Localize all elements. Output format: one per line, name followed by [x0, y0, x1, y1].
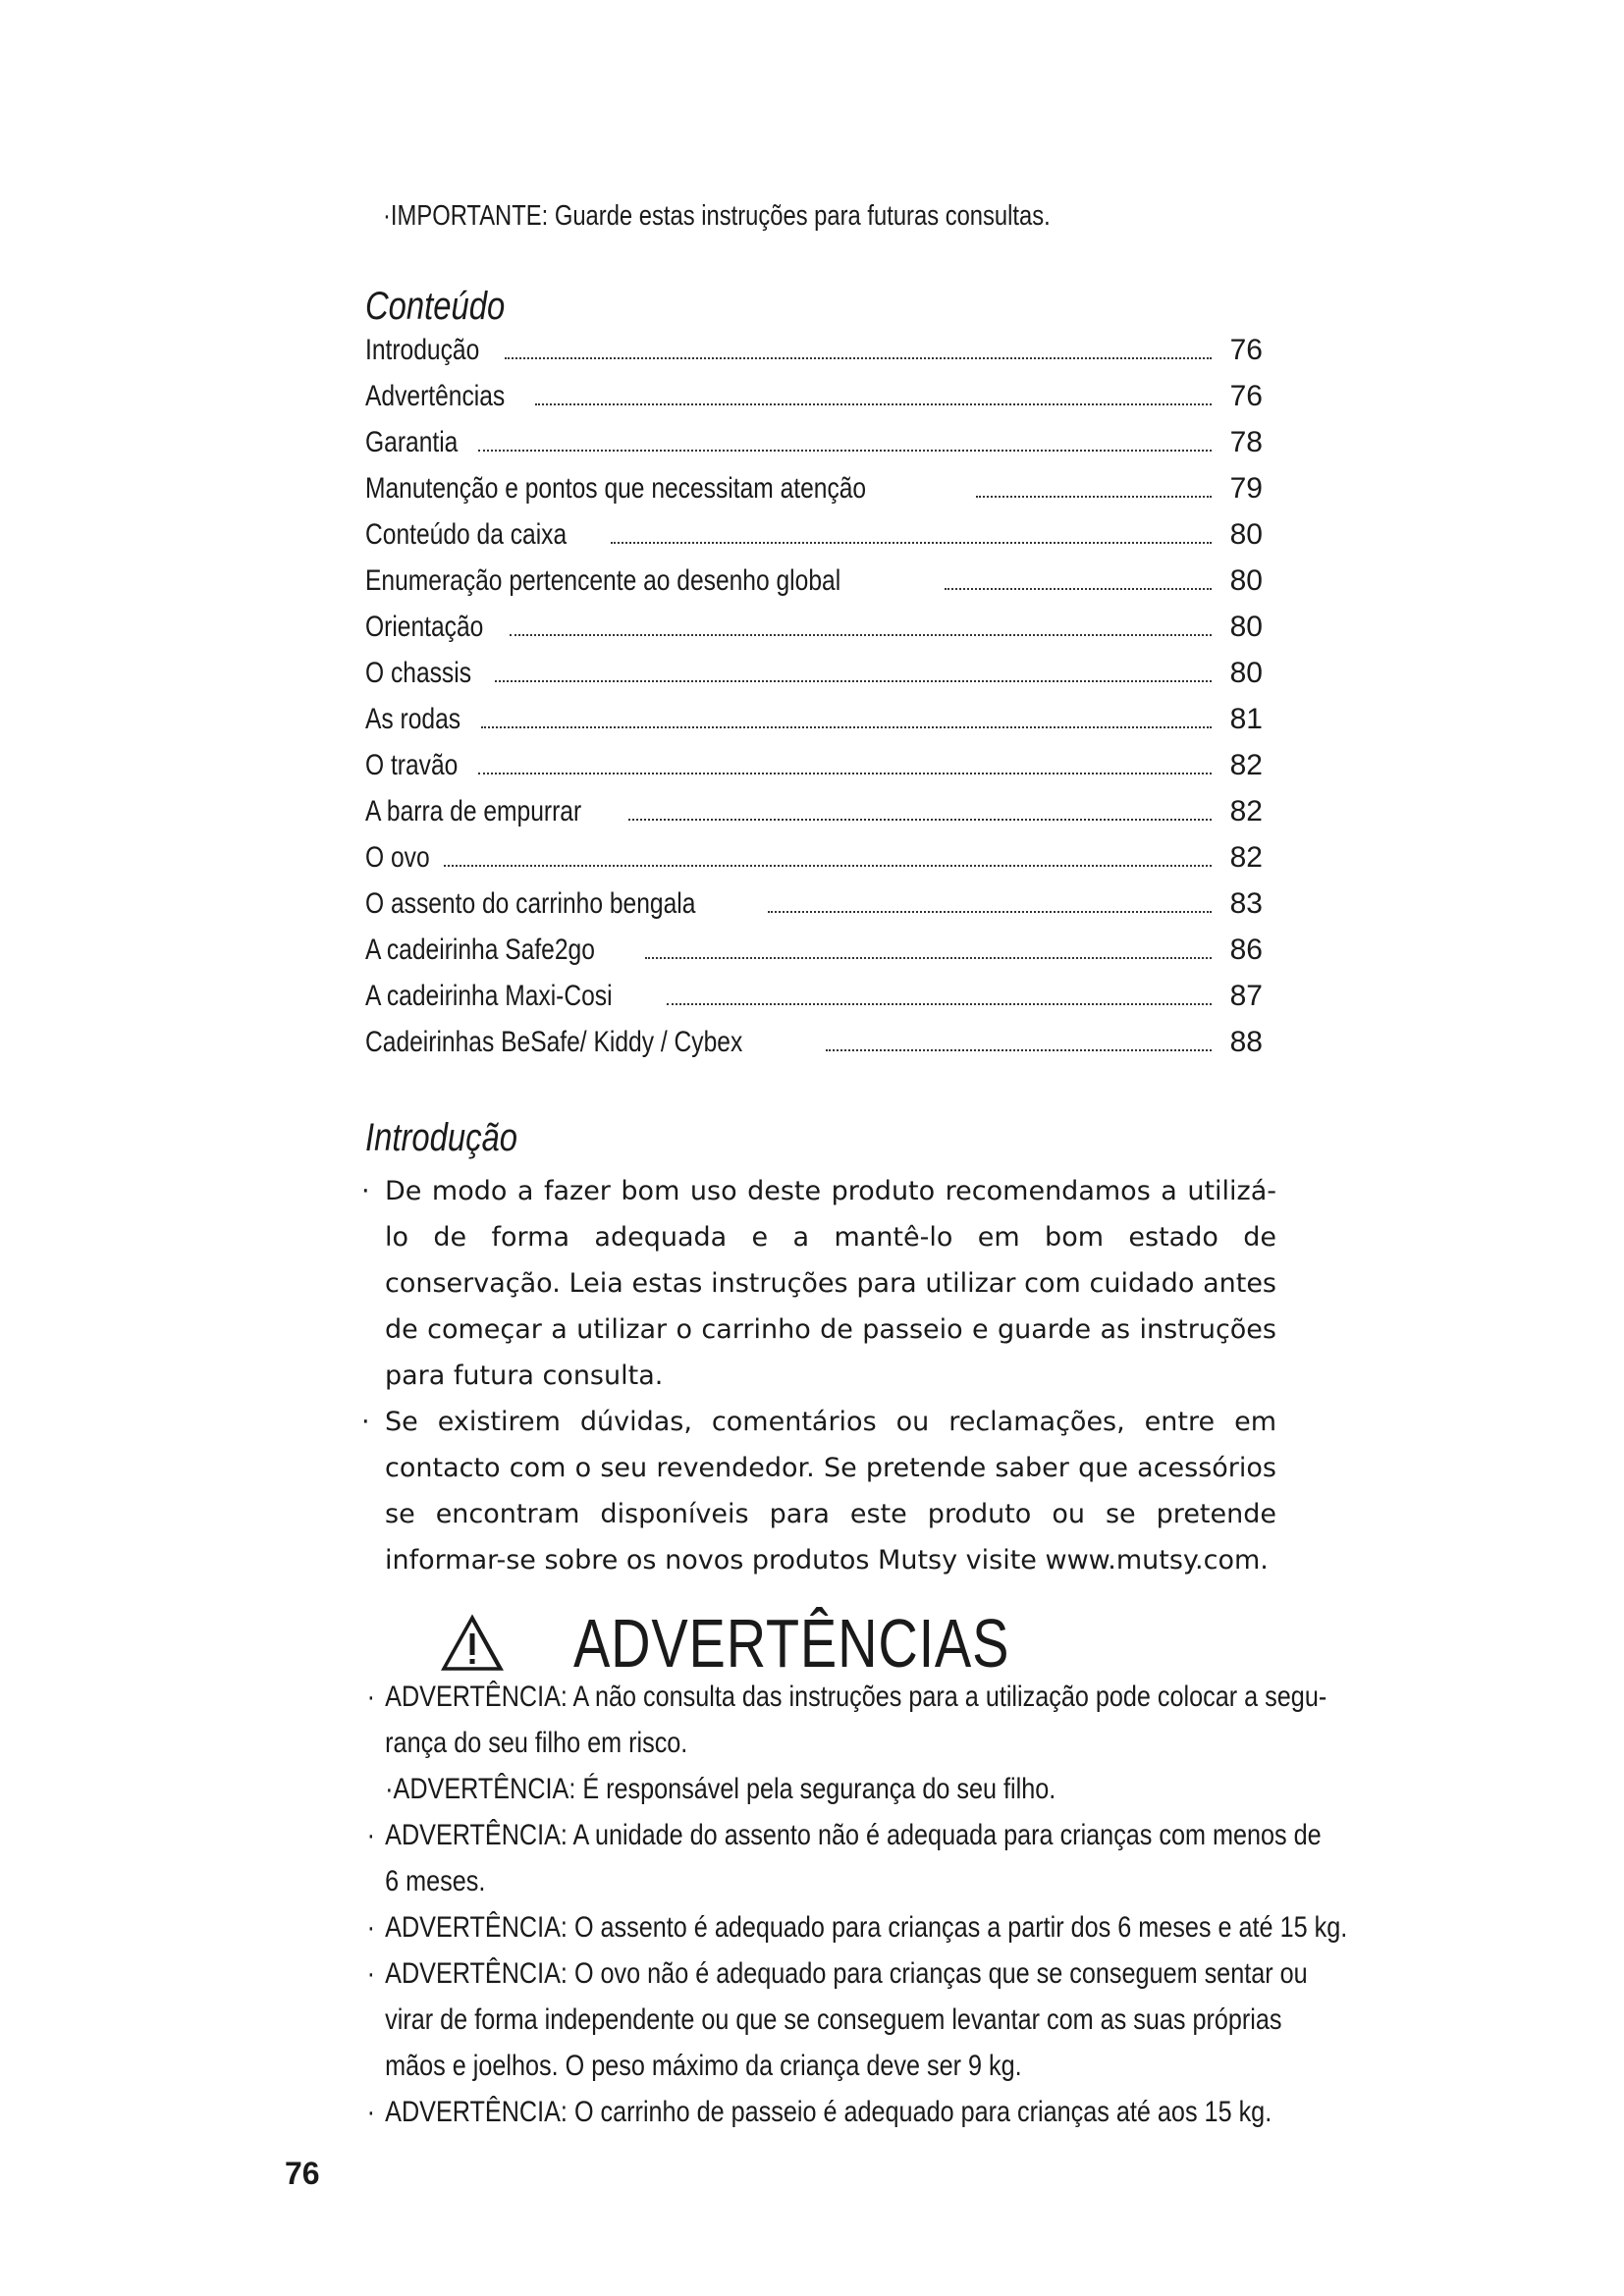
toc-entry: [365, 518, 1263, 564]
warning-text: ADVERTÊNCIA: A unidade do assento não é adequada para crianças com menos de: [385, 1819, 1322, 1851]
toc-entry-label: As rodas: [365, 703, 461, 735]
warning-continuation: 6 meses.: [385, 1865, 486, 1897]
toc-entry-page: 78: [1229, 426, 1263, 458]
toc-entry: [365, 703, 1263, 749]
toc-entry-page: 88: [1229, 1026, 1263, 1058]
warnings-title: [440, 1604, 1118, 1682]
toc-dot-leader: [628, 819, 1212, 821]
toc-entry: [365, 426, 1263, 472]
warning-continuation: mãos e joelhos. O peso máximo da criança deve ser 9 kg.: [385, 2050, 1022, 2082]
warning-item: [365, 1950, 1308, 1997]
toc-dot-leader: [945, 588, 1212, 590]
toc-entry-page: 80: [1229, 611, 1263, 643]
warning-item: [365, 1904, 1348, 1950]
warning-triangle-icon: [440, 1614, 505, 1673]
toc-entry-page: 82: [1229, 795, 1263, 828]
toc-dot-leader: [826, 1049, 1212, 1051]
toc-dot-leader: [481, 726, 1212, 728]
toc-dot-leader: [505, 357, 1212, 359]
warning-item: [365, 1674, 1327, 1720]
important-note: ·IMPORTANTE: Guarde estas instruções para futuras consultas.: [383, 200, 1051, 232]
toc-dot-leader: [478, 450, 1212, 452]
warning-continuation: virar de forma independente ou que se conseguem levantar com as suas próprias: [385, 2003, 1282, 2036]
page-number: 76: [285, 2156, 320, 2191]
warning-text: ADVERTÊNCIA: O assento é adequado para crianças a partir dos 6 meses e até 15 kg.: [385, 1911, 1348, 1944]
toc-entry: [365, 611, 1263, 657]
toc-entry-label: Manutenção e pontos que necessitam atenção: [365, 472, 867, 505]
bullet: ·: [366, 1957, 376, 1990]
warning-item: [365, 1812, 1322, 1858]
warning-item: ·ADVERTÊNCIA: É responsável pela segurança do seu filho.: [385, 1773, 1056, 1805]
toc-entry-label: A cadeirinha Safe2go: [365, 934, 595, 966]
toc-entry: [365, 1026, 1263, 1072]
toc-entry-page: 86: [1229, 934, 1263, 966]
toc-entry-page: 82: [1229, 749, 1263, 781]
toc-entry-page: 76: [1229, 380, 1263, 412]
warning-item: [365, 2089, 1272, 2135]
toc-dot-leader: [510, 634, 1212, 636]
warnings-title-text: ADVERTÊNCIAS: [573, 1605, 1010, 1682]
toc-entry-label: A barra de empurrar: [365, 795, 582, 828]
warning-continuation: rança do seu filho em risco.: [385, 1727, 688, 1759]
intro-section: [361, 1168, 1276, 1583]
toc-dot-leader: [645, 957, 1212, 959]
toc-entry-page: 80: [1229, 518, 1263, 551]
intro-paragraph: [361, 1168, 1276, 1399]
bullet: ·: [366, 1911, 376, 1944]
toc-entry-page: 76: [1229, 334, 1263, 366]
toc-entry-label: O chassis: [365, 657, 472, 689]
toc-entry-page: 83: [1229, 887, 1263, 920]
toc-entry-page: 80: [1229, 657, 1263, 689]
intro-paragraph-text: Se existirem dúvidas, comentários ou reclamações, entre em contacto com o seu revendedor. Se pretende saber que acessórios se encontram disponíveis para este produto ou se pretende informar-se sobre os novos produtos Mutsy visite www.mutsy.com.: [385, 1407, 1276, 1575]
toc-dot-leader: [478, 773, 1212, 774]
toc-entry-label: O assento do carrinho bengala: [365, 887, 696, 920]
toc-entry: [365, 795, 1263, 841]
toc-entry: [365, 564, 1263, 611]
toc-entry: [365, 334, 1263, 380]
toc-entry-label: A cadeirinha Maxi-Cosi: [365, 980, 613, 1012]
warning-text: ADVERTÊNCIA: O carrinho de passeio é adequado para crianças até aos 15 kg.: [385, 2096, 1272, 2128]
toc-entry-label: Cadeirinhas BeSafe/ Kiddy / Cybex: [365, 1026, 743, 1058]
toc-entry-page: 81: [1229, 703, 1263, 735]
toc-entry: [365, 841, 1263, 887]
warning-text: ADVERTÊNCIA: A não consulta das instruções para a utilização pode colocar a segu-: [385, 1681, 1327, 1713]
toc-entry-label: O travão: [365, 749, 459, 781]
toc-entry: [365, 887, 1263, 934]
toc-entry-label: Orientação: [365, 611, 484, 643]
toc-entry: [365, 934, 1263, 980]
toc-entry-label: O ovo: [365, 841, 430, 874]
toc-entry: [365, 749, 1263, 795]
toc-dot-leader: [444, 865, 1212, 867]
bullet: ·: [361, 1176, 370, 1206]
intro-heading: Introdução: [365, 1116, 518, 1159]
toc-dot-leader: [976, 496, 1212, 498]
toc-entry-label: Advertências: [365, 380, 506, 412]
toc-entry-label: Introdução: [365, 334, 480, 366]
toc-entry-page: 80: [1229, 564, 1263, 597]
toc-entry: [365, 380, 1263, 426]
toc-entry-label: Garantia: [365, 426, 459, 458]
toc-dot-leader: [768, 911, 1212, 913]
bullet: ·: [366, 2096, 376, 2128]
toc-entry-label: Enumeração pertencente ao desenho global: [365, 564, 841, 597]
toc-dot-leader: [535, 403, 1212, 405]
toc-dot-leader: [611, 542, 1212, 544]
toc-entry: [365, 980, 1263, 1026]
toc-entry-page: 87: [1229, 980, 1263, 1012]
intro-paragraph-text: De modo a fazer bom uso deste produto recomendamos a utilizá-lo de forma adequada e a mantê-lo em bom estado de conservação. Leia estas instruções para utilizar com cuidado antes de começar a utilizar o carrinho de passeio e guarde as instruções para futura consulta.: [385, 1176, 1276, 1391]
toc-dot-leader: [495, 680, 1212, 682]
intro-paragraph: [361, 1399, 1276, 1583]
warning-text: ADVERTÊNCIA: O ovo não é adequado para crianças que se conseguem sentar ou: [385, 1957, 1308, 1990]
toc-heading: Conteúdo: [365, 285, 506, 328]
toc-entry: [365, 472, 1263, 518]
toc-entry-label: Conteúdo da caixa: [365, 518, 568, 551]
warnings-list: [365, 1674, 1348, 2135]
toc-dot-leader: [667, 1003, 1212, 1005]
bullet: ·: [366, 1681, 376, 1713]
toc-entry: [365, 657, 1263, 703]
toc-entry-page: 82: [1229, 841, 1263, 874]
table-of-contents: [365, 334, 1263, 1072]
toc-entry-page: 79: [1229, 472, 1263, 505]
bullet: ·: [366, 1819, 376, 1851]
bullet: ·: [361, 1407, 370, 1437]
